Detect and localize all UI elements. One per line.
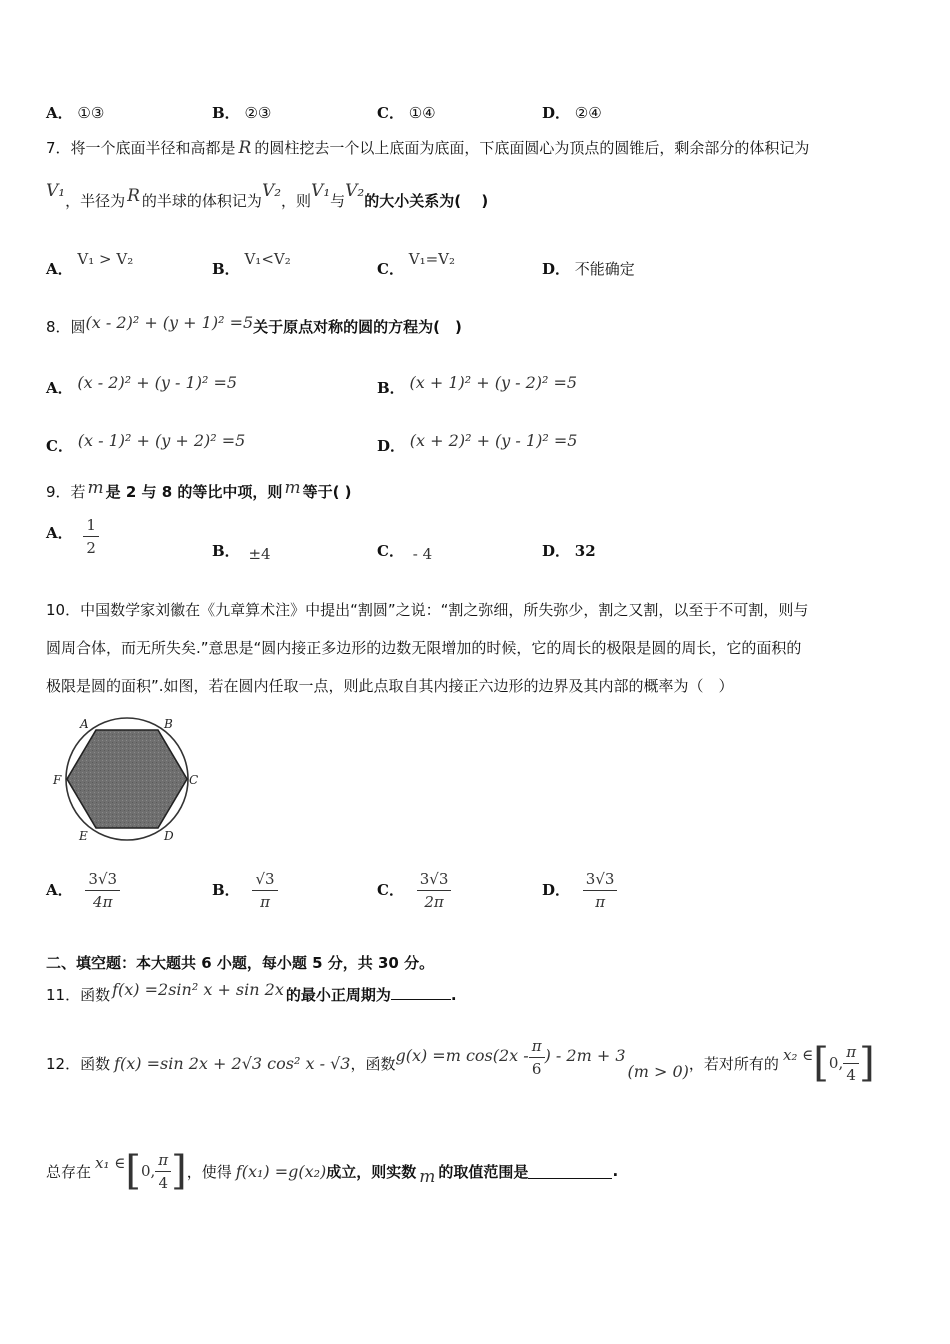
- q9-text: 是 2 与 8 的等比中项，则: [105, 483, 283, 501]
- q7-line2: [46, 181, 489, 211]
- option-label: B．: [212, 260, 240, 278]
- option-math: V₁=V₂: [408, 250, 455, 268]
- option-label: B．: [212, 881, 240, 899]
- denominator: π: [260, 893, 270, 911]
- numerator: √3: [252, 868, 277, 891]
- interval-start: 0,: [828, 1054, 844, 1072]
- fraction: [583, 868, 618, 913]
- q7-option-a: [46, 250, 134, 279]
- q12-f-formula: f(x) =sin 2x + 2√3 cos² x - √3: [114, 1053, 351, 1073]
- q8-stem: [46, 313, 462, 337]
- q7-text: 的圆柱挖去一个以上底面为底面，下底面圆心为顶点的圆锥后，剩余部分的体积记为: [254, 139, 810, 157]
- option-label: C．: [377, 542, 404, 560]
- fraction: [843, 1041, 859, 1086]
- option-text: 不能确定: [574, 260, 635, 278]
- numerator: 3√3: [85, 868, 120, 891]
- interval-start: 0,: [140, 1162, 156, 1180]
- q12-x1: x₁ ∈: [95, 1154, 126, 1172]
- option-label: B．: [212, 542, 240, 560]
- option-label: C．: [377, 881, 404, 899]
- option-text: ②③: [244, 104, 272, 122]
- option-label: D．: [542, 260, 571, 278]
- numerator: 3√3: [583, 868, 618, 891]
- q10-line2: 圆周合体，而无所失矣.”意思是“圆内接正多边形的边数无限增加的时候，它的周长的极限是圆的周长，它的面积的: [46, 639, 802, 657]
- option-text: ①③: [77, 104, 105, 122]
- q9-option-b: [212, 540, 271, 561]
- numerator: π: [155, 1149, 171, 1172]
- denominator: 4: [158, 1173, 168, 1192]
- vertex-label-f: F: [53, 773, 62, 787]
- fraction: [417, 868, 452, 913]
- q10-line3: 极限是圆的面积”.如图，若在圆内任取一点，则此点取自其内接正六边形的边界及其内部的概率为（ ）: [46, 677, 734, 695]
- q12-text: ，使得: [186, 1162, 232, 1181]
- q7-text: ，半径为: [65, 192, 126, 210]
- q8-option-b: [377, 372, 578, 397]
- hexagon-in-circle-figure: [50, 712, 210, 846]
- var-v1: V₁: [311, 181, 331, 201]
- fraction: [529, 1035, 545, 1080]
- right-bracket: ]: [171, 1148, 187, 1194]
- q9-text: 9．若: [46, 483, 86, 501]
- q12-text: 总存在: [46, 1162, 92, 1181]
- vertex-label-d: D: [164, 829, 174, 843]
- option-label: D．: [542, 542, 571, 560]
- q7-option-b: [212, 250, 291, 279]
- option-math: (x + 2)² + (y - 1)² =5: [409, 431, 578, 450]
- q12-x2: x₂ ∈: [782, 1046, 814, 1064]
- q11-text: 11．函数: [46, 986, 111, 1004]
- vertex-label-c: C: [189, 773, 199, 787]
- answer-blank[interactable]: [528, 1164, 612, 1179]
- q12-text: .: [612, 1162, 619, 1180]
- var-v2: V₂: [261, 181, 282, 201]
- q9-option-c: [377, 540, 432, 561]
- q12-text: 12．函数: [46, 1054, 111, 1073]
- hexagon-shape: [67, 730, 187, 828]
- option-math: ±4: [248, 545, 271, 563]
- q7-text: ，则: [281, 192, 312, 210]
- denominator: 4π: [93, 893, 113, 911]
- q11-text: 的最小正周期为: [285, 986, 391, 1004]
- q6-option-a: [46, 102, 104, 123]
- option-label: D．: [377, 437, 406, 455]
- numerator: π: [843, 1041, 859, 1064]
- q12-text: 成立，则实数: [326, 1162, 417, 1181]
- option-label: D．: [542, 881, 571, 899]
- var-m: m: [419, 1167, 436, 1187]
- q7-line1: [46, 137, 809, 158]
- answer-blank[interactable]: [391, 985, 451, 1000]
- section-heading: 二、填空题：本大题共 6 小题，每小题 5 分，共 30 分。: [46, 954, 435, 972]
- fraction: [83, 514, 99, 559]
- q12-g-part1: g(x) =m cos(2x -: [395, 1045, 529, 1065]
- q8-option-d: [377, 430, 578, 455]
- option-label: A．: [46, 104, 73, 122]
- fraction: [252, 868, 277, 913]
- q9-option-a: [46, 514, 99, 559]
- q7-text: 的大小关系为( ): [364, 192, 489, 210]
- q7-text: 与: [330, 192, 346, 210]
- var-v2: V₂: [345, 181, 365, 201]
- var-m: m: [284, 478, 301, 498]
- q8-equation: (x - 2)² + (y + 1)² =5: [85, 313, 254, 332]
- q8-text: 8．圆: [46, 318, 86, 336]
- q10-option-a: [46, 868, 120, 913]
- q7-text: 7．将一个底面半径和高都是: [46, 139, 236, 157]
- option-math: V₁<V₂: [244, 250, 291, 268]
- q10-option-c: [377, 868, 451, 913]
- left-bracket: [: [125, 1148, 141, 1194]
- q12-g-condition: (m > 0): [627, 1061, 689, 1081]
- q7-option-d: [542, 258, 635, 279]
- vertex-label-b: B: [164, 717, 173, 731]
- var-m: m: [87, 478, 104, 498]
- denominator: π: [595, 893, 606, 911]
- q12-text: ，若对所有的: [688, 1054, 779, 1073]
- option-math: - 4: [412, 545, 433, 563]
- option-label: A．: [46, 524, 73, 542]
- q7-text: 的半球的体积记为: [141, 192, 262, 210]
- option-label: A．: [46, 260, 73, 278]
- option-math: (x + 1)² + (y - 2)² =5: [409, 373, 578, 392]
- var-r: R: [127, 186, 140, 206]
- fraction: [85, 868, 120, 913]
- option-label: A．: [46, 379, 73, 397]
- q12-text: 的取值范围是: [438, 1162, 529, 1181]
- option-label: C．: [377, 260, 404, 278]
- numerator: π: [529, 1035, 545, 1058]
- q8-text: 关于原点对称的圆的方程为( ): [253, 318, 462, 336]
- q12-text: ，函数: [350, 1054, 396, 1073]
- q8-option-c: [46, 430, 246, 455]
- q12-g-part2: ) - 2m + 3: [544, 1045, 626, 1065]
- option-label: D．: [542, 104, 571, 122]
- left-bracket: [: [813, 1040, 829, 1086]
- denominator: 4: [846, 1065, 856, 1084]
- vertex-label-e: E: [79, 829, 88, 843]
- q10-option-d: [542, 868, 617, 913]
- option-text: 32: [574, 542, 596, 560]
- q7-option-c: [377, 250, 455, 279]
- fraction: [155, 1149, 171, 1194]
- q9-text: 等于( ): [302, 483, 352, 501]
- q6-option-d: [542, 102, 602, 123]
- var-r: R: [238, 138, 252, 158]
- q12-equality: f(x₁) =g(x₂): [235, 1161, 327, 1181]
- var-v1: V₁: [46, 181, 66, 201]
- q11-stem: [46, 980, 457, 1005]
- vertex-label-a: A: [80, 717, 89, 731]
- option-label: C．: [46, 437, 73, 455]
- option-text: ①④: [408, 104, 436, 122]
- q10-line1: 10．中国数学家刘徽在《九章算术注》中提出“割圆”之说：“割之弥细，所失弥少，割之又割，以至于不可割，则与: [46, 601, 809, 619]
- q9-option-d: [542, 540, 596, 561]
- q11-formula: f(x) =2sin² x + sin 2x: [112, 980, 284, 999]
- option-label: A．: [46, 881, 73, 899]
- option-math: (x - 1)² + (y + 2)² =5: [77, 431, 246, 450]
- q8-option-a: [46, 372, 238, 397]
- numerator: 1: [83, 514, 99, 537]
- option-label: B．: [212, 104, 240, 122]
- option-label: C．: [377, 104, 404, 122]
- q9-stem: [46, 478, 352, 502]
- q10-option-b: [212, 868, 278, 913]
- option-text: ②④: [574, 104, 602, 122]
- option-label: B．: [377, 379, 405, 397]
- q11-text: .: [450, 986, 457, 1004]
- q6-option-b: [212, 102, 271, 123]
- q12-line2: [46, 1146, 618, 1196]
- denominator: 6: [531, 1059, 542, 1078]
- option-math: (x - 2)² + (y - 1)² =5: [77, 373, 238, 392]
- denominator: 2π: [424, 893, 444, 911]
- q12-line1: [46, 1038, 875, 1088]
- denominator: 2: [86, 539, 96, 557]
- option-math: V₁ > V₂: [77, 250, 134, 268]
- right-bracket: ]: [859, 1040, 875, 1086]
- numerator: 3√3: [417, 868, 452, 891]
- q6-option-c: [377, 102, 436, 123]
